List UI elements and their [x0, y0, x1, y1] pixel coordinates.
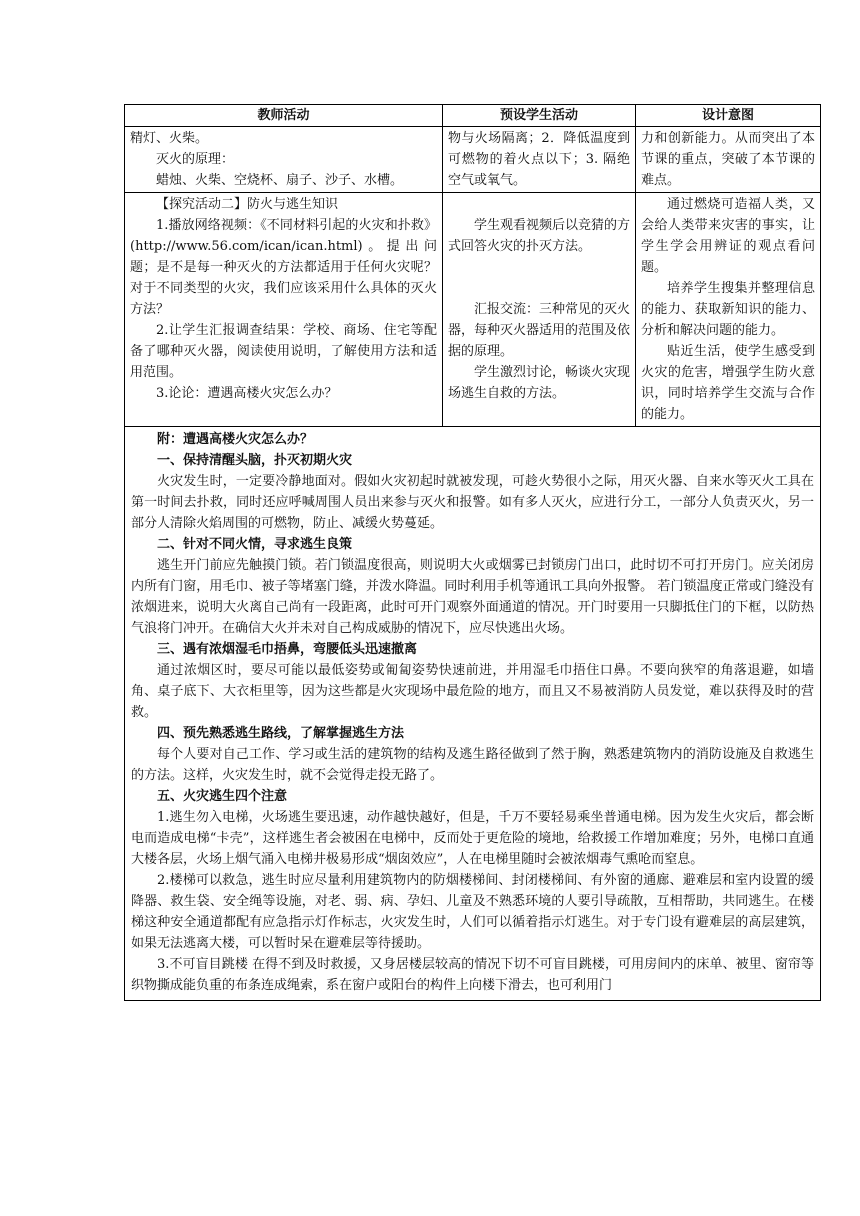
student-text: 学生观看视频后以竞猜的方式回答火灾的扑灭方法。	[448, 218, 631, 254]
table-row	[125, 193, 821, 427]
teacher-text: 灭火的原理：	[156, 152, 235, 167]
teacher-text: 【探究活动二】防火与逃生知识	[156, 197, 339, 212]
student-text: 学生激烈讨论，畅谈火灾现场逃生自救的方法。	[448, 365, 631, 401]
section-heading: 三、遇有浓烟湿毛巾捂鼻，弯腰低头迅速撤离	[157, 642, 418, 657]
section-heading: 一、保持清醒头脑，扑灭初期火灾	[157, 453, 353, 468]
teacher-text: 1.播放网络视频：《不同材料引起的火灾和扑救》(http://www.56.com/ican/ican.html)。提出问题；是不是每一种灭火的方法都适用于任何火灾呢？对于不同类型的火灾，我们应该采用什么具体的灭火方法？	[130, 218, 437, 317]
header-student-activity: 预设学生活动	[443, 105, 636, 127]
student-text: 汇报交流：三种常见的灭火器，每种灭火器适用的范围及依据的原理。	[448, 302, 631, 359]
section-text: 3.不可盲目跳楼 在得不到及时救援，又身居楼层较高的情况下切不可盲目跳楼，可用房间内的床单、被里、窗帘等织物撕成能负重的布条连成绳索，系在窗户或阳台的构件上向楼下滑去，也可利用门	[131, 957, 814, 993]
teacher-cell	[125, 193, 443, 427]
design-text: 通过燃烧可造福人类，又会给人类带来灾害的事实，让学生学会用辨证的观点看问题。	[641, 197, 815, 275]
design-text: 贴近生活，使学生感受到火灾的危害，增强学生防火意识，同时培养学生交流与合作的能力。	[641, 344, 815, 422]
teacher-text: 精灯、火柴。	[130, 131, 209, 146]
design-text: 力和创新能力。从而突出了本节课的重点，突破了本节课的难点。	[641, 131, 815, 188]
section-text: 逃生开门前应先触摸门锁。若门锁温度很高，则说明大火或烟雾已封锁房门出口，此时切不可打开房门。应关闭房内所有门窗，用毛巾、被子等堵塞门缝，并泼水降温。同时利用手机等通讯工具向外报警。 若门锁温度正常或门缝没有浓烟进来，说明大火离自己尚有一段距离，此时可开门观察外面通道的情况。开门时要用一只脚抵住门的下框，以防热气浪将门冲开。在确信大火并未对自己构成威胁的情况下，应尽快逃出火场。	[131, 558, 814, 636]
appendix-title: 附：遭遇高楼火灾怎么办？	[157, 432, 314, 447]
teacher-text: 2.让学生汇报调查结果：学校、商场、住宅等配备了哪种灭火器，阅读使用说明，了解使用方法和适用范围。	[130, 323, 437, 380]
header-teacher-activity: 教师活动	[125, 105, 443, 127]
lesson-plan-table	[124, 104, 821, 1001]
section-text: 火灾发生时，一定要冷静地面对。假如火灾初起时就被发现，可趁火势很小之际，用灭火器、自来水等灭火工具在第一时间去扑救，同时还应呼喊周围人员出来参与灭火和报警。如有多人灭火，应进行分工，一部分人负责灭火，另一部分人清除火焰周围的可燃物，防止、减缓火势蔓延。	[131, 474, 814, 531]
table-row	[125, 127, 821, 193]
section-heading: 五、火灾逃生四个注意	[157, 789, 288, 804]
header-design-intent: 设计意图	[636, 105, 821, 127]
design-text: 培养学生搜集并整理信息的能力、获取新知识的能力、分析和解决问题的能力。	[641, 281, 815, 338]
teacher-cell	[125, 127, 443, 193]
section-text: 2.楼梯可以救急，逃生时应尽量利用建筑物内的防烟楼梯间、封闭楼梯间、有外窗的通廊、避难层和室内设置的缓降器、救生袋、安全绳等设施，对老、弱、病、孕妇、儿童及不熟悉环境的人要引导疏散，互相帮助，共同逃生。在楼梯这种安全通道都配有应急指示灯作标志，火灾发生时，人们可以循着指示灯逃生。对于专门设有避难层的高层建筑，如果无法逃离大楼，可以暂时呆在避难层等待援助。	[131, 873, 814, 951]
appendix-row	[125, 427, 821, 1001]
section-text: 通过浓烟区时，要尽可能以最低姿势或匍匐姿势快速前进，并用湿毛巾捂住口鼻。不要向狭窄的角落退避，如墙角、桌子底下、大衣柜里等，因为这些都是火灾现场中最危险的地方，而且又不易被消防人员发觉，难以获得及时的营救。	[131, 663, 814, 720]
appendix-cell	[125, 427, 821, 1001]
student-cell	[443, 127, 636, 193]
section-text: 1.逃生勿入电梯，火场逃生要迅速，动作越快越好，但是，千万不要轻易乘坐普通电梯。因为发生火灾后，都会断电而造成电梯“卡壳”，这样逃生者会被困在电梯中，反而处于更危险的境地，给救援工作增加难度；另外，电梯口直通大楼各层，火场上烟气涌入电梯井极易形成“烟囱效应”，人在电梯里随时会被浓烟毒气熏呛而窒息。	[131, 810, 814, 867]
design-cell	[636, 127, 821, 193]
lesson-plan-page	[124, 104, 820, 1001]
table-header-row	[125, 105, 821, 127]
section-heading: 四、预先熟悉逃生路线，了解掌握逃生方法	[157, 726, 405, 741]
section-heading: 二、针对不同火情，寻求逃生良策	[157, 537, 353, 552]
student-text: 物与火场隔离；2．降低温度到可燃物的着火点以下；3. 隔绝空气或氧气。	[448, 131, 630, 188]
teacher-text: 3.论论：遭遇高楼火灾怎么办？	[156, 386, 338, 401]
teacher-text: 蜡烛、火柴、空烧杯、扇子、沙子、水槽。	[156, 173, 404, 188]
design-cell	[636, 193, 821, 427]
section-text: 每个人要对自己工作、学习或生活的建筑物的结构及逃生路径做到了然于胸，熟悉建筑物内的消防设施及自救逃生的方法。这样，火灾发生时，就不会觉得走投无路了。	[131, 747, 814, 783]
student-cell	[443, 193, 636, 427]
